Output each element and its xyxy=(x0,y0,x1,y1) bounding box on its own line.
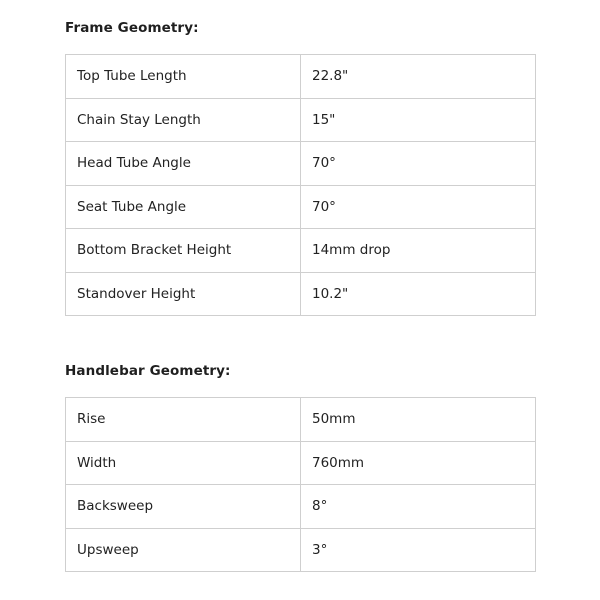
spec-value: 70° xyxy=(301,185,536,229)
table-row xyxy=(66,272,536,316)
spec-value: 22.8" xyxy=(301,55,536,99)
table-row xyxy=(66,55,536,99)
table-row xyxy=(66,185,536,229)
handlebar-geometry-table xyxy=(65,397,536,572)
spec-value: 14mm drop xyxy=(301,229,536,273)
frame-geometry-table xyxy=(65,54,536,316)
spec-value: 50mm xyxy=(301,398,536,442)
spec-label: Head Tube Angle xyxy=(66,142,301,186)
spec-label: Bottom Bracket Height xyxy=(66,229,301,273)
table-row xyxy=(66,98,536,142)
spec-value: 3° xyxy=(301,528,536,572)
spec-value: 15" xyxy=(301,98,536,142)
table-row xyxy=(66,398,536,442)
table-row xyxy=(66,229,536,273)
spec-label: Top Tube Length xyxy=(66,55,301,99)
table-row xyxy=(66,485,536,529)
spec-label: Chain Stay Length xyxy=(66,98,301,142)
spec-label: Backsweep xyxy=(66,485,301,529)
spec-label: Rise xyxy=(66,398,301,442)
spec-value: 70° xyxy=(301,142,536,186)
table-row xyxy=(66,441,536,485)
spec-value: 8° xyxy=(301,485,536,529)
spec-label: Width xyxy=(66,441,301,485)
spec-value: 10.2" xyxy=(301,272,536,316)
spec-label: Seat Tube Angle xyxy=(66,185,301,229)
spec-label: Upsweep xyxy=(66,528,301,572)
handlebar-geometry-heading: Handlebar Geometry: xyxy=(65,363,231,379)
spec-label: Standover Height xyxy=(66,272,301,316)
table-row xyxy=(66,528,536,572)
frame-geometry-heading: Frame Geometry: xyxy=(65,20,199,36)
spec-value: 760mm xyxy=(301,441,536,485)
table-row xyxy=(66,142,536,186)
